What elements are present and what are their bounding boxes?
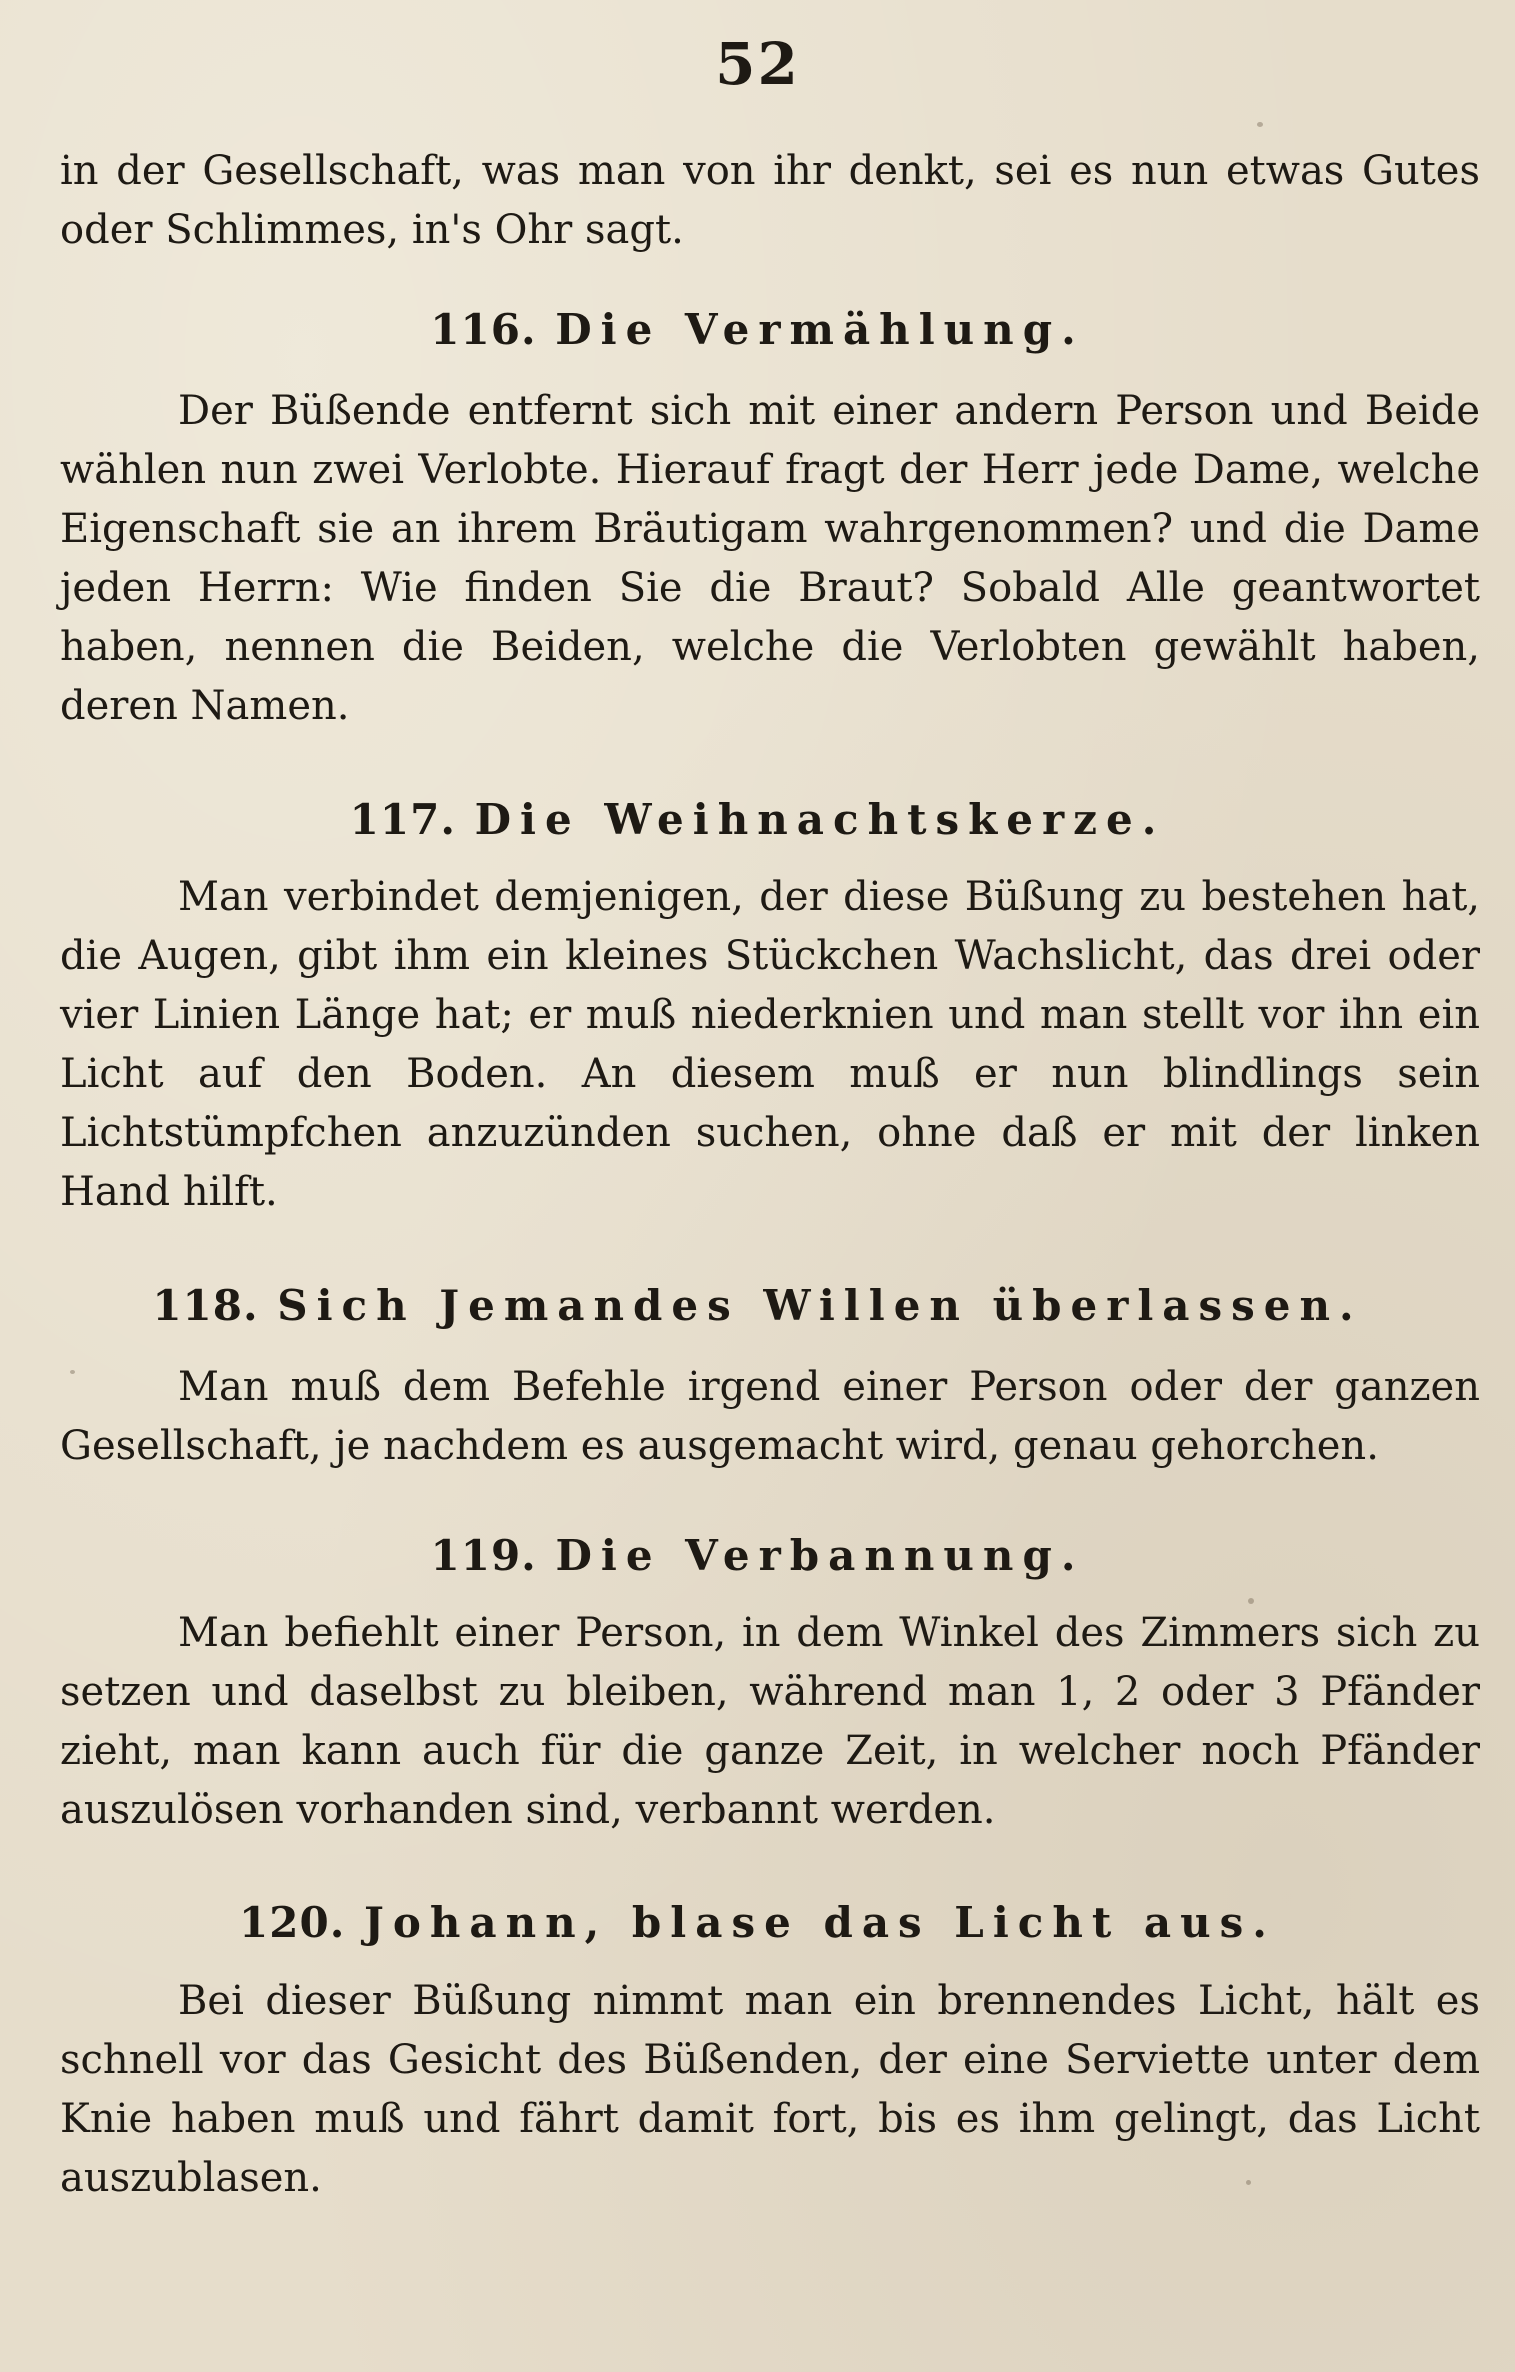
paper-speck <box>1246 2180 1251 2185</box>
section-number: 118. <box>152 1281 259 1330</box>
section-title: Die Weihnachtskerze. <box>474 795 1166 844</box>
section-body-119: Man befiehlt einer Person, in dem Winkel des Zimmers sich zu setzen und daselbst zu bleiben, während man 1, 2 oder 3 Pfänder zieht, man kann auch für die ganze Zeit, in welcher noch Pfänder auszulösen vorhanden sind, verbannt werden. <box>60 1610 1480 1833</box>
section-body-117: Man verbindet demjenigen, der diese Büßung zu bestehen hat, die Augen, gibt ihm ein kleines Stückchen Wachslicht, das drei oder vier Linien Länge hat; er muß niederknien und man stellt vor ihn ein Licht auf den Boden. An diesem muß er nun blindlings sein Lichtstümpfchen anzuzünden suchen, ohne daß er mit der linken Hand hilft. <box>60 874 1480 1215</box>
section-heading-119 <box>0 1528 1515 1584</box>
section-number: 119. <box>430 1531 537 1580</box>
section-heading-116 <box>0 302 1515 358</box>
section-number: 117. <box>349 795 456 844</box>
section-title: Johann, blase das Licht aus. <box>363 1898 1276 1947</box>
section-title: Die Verbannung. <box>555 1531 1085 1580</box>
paper-speck <box>1257 122 1263 127</box>
continuation-paragraph: in der Gesellschaft, was man von ihr denkt, sei es nun etwas Gutes oder Schlimmes, in's Ohr sagt. <box>60 148 1480 253</box>
section-title: Sich Jemandes Willen überlassen. <box>277 1281 1363 1330</box>
page-number: 52 <box>715 30 800 98</box>
section-title: Die Vermählung. <box>555 305 1085 354</box>
section-body-120: Bei dieser Büßung nimmt man ein brennendes Licht, hält es schnell vor das Gesicht des Büßenden, der eine Serviette unter dem Knie haben muß und fährt damit fort, bis es ihm gelingt, das Licht auszublasen. <box>60 1978 1480 2201</box>
section-heading-120 <box>0 1895 1515 1951</box>
section-heading-117 <box>0 792 1515 848</box>
paper-speck <box>1248 1598 1254 1604</box>
section-heading-118 <box>0 1278 1515 1334</box>
section-number: 120. <box>239 1898 346 1947</box>
section-number: 116. <box>430 305 537 354</box>
paper-speck <box>70 1370 75 1374</box>
section-body-118: Man muß dem Befehle irgend einer Person oder der ganzen Gesellschaft, je nachdem es ausgemacht wird, genau gehorchen. <box>60 1364 1480 1469</box>
section-body-116: Der Büßende entfernt sich mit einer andern Person und Beide wählen nun zwei Verlobte. Hierauf fragt der Herr jede Dame, welche Eigenschaft sie an ihrem Bräutigam wahrgenommen? und die Dame jeden Herrn: Wie finden Sie die Braut? Sobald Alle geantwortet haben, nennen die Beiden, welche die Verlobten gewählt haben, deren Namen. <box>60 388 1480 729</box>
